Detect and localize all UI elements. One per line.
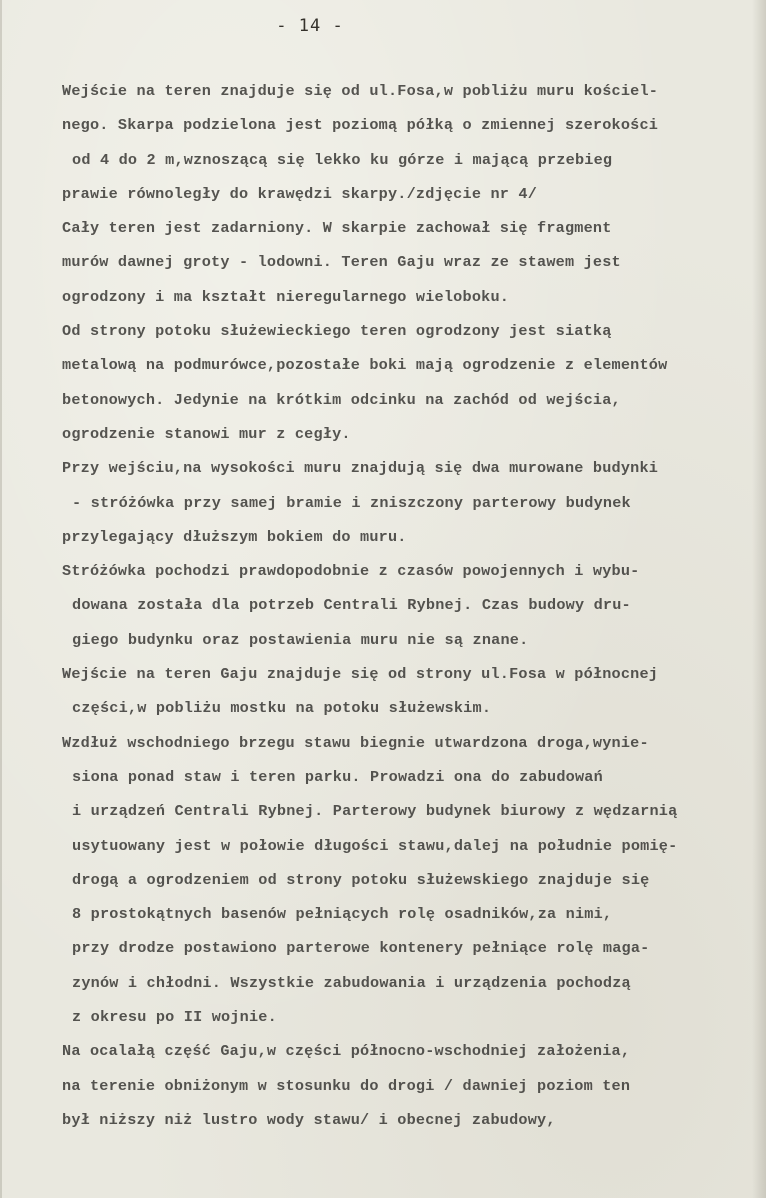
text-line: giego budynku oraz postawienia muru nie są znane. <box>72 630 529 649</box>
text-line: zynów i chłodni. Wszystkie zabudowania i urządzenia pochodzą <box>72 973 631 992</box>
text-line: dowana została dla potrzeb Centrali Rybnej. Czas budowy dru- <box>72 596 631 615</box>
text-line: murów dawnej groty - lodowni. Teren Gaju wraz ze stawem jest <box>62 253 621 272</box>
text-line: przylegający dłuższym bokiem do muru. <box>62 527 407 546</box>
text-line: - stróżówka przy samej bramie i zniszczony parterowy budynek <box>72 493 631 512</box>
text-line: z okresu po II wojnie. <box>72 1008 277 1027</box>
text-line: prawie równoległy do krawędzi skarpy./zdjęcie nr 4/ <box>62 184 538 203</box>
text-line: drogą a ogrodzeniem od strony potoku służewskiego znajduje się <box>72 870 650 889</box>
page-number: - 14 - <box>276 16 344 36</box>
text-line: Wzdłuż wschodniego brzegu stawu biegnie utwardzona droga,wynie- <box>62 733 649 752</box>
page-fold <box>0 0 2 1198</box>
text-line: Od strony potoku służewieckiego teren ogrodzony jest siatką <box>62 322 612 341</box>
text-line: usytuowany jest w połowie długości stawu,dalej na południe pomię- <box>72 836 678 855</box>
text-line: ogrodzenie stanowi mur z cegły. <box>62 424 351 443</box>
text-line: betonowych. Jedynie na krótkim odcinku na zachód od wejścia, <box>62 390 621 409</box>
text-line: części,w pobliżu mostku na potoku służewskim. <box>72 699 492 718</box>
text-line: od 4 do 2 m,wznoszącą się lekko ku górze i mającą przebieg <box>72 150 613 169</box>
text-line: siona ponad staw i teren parku. Prowadzi ona do zabudowań <box>72 767 603 786</box>
typewritten-text <box>62 74 762 1137</box>
text-line: Wejście na teren Gaju znajduje się od strony ul.Fosa w północnej <box>62 665 659 684</box>
text-line: i urządzeń Centrali Rybnej. Parterowy budynek biurowy z wędzarnią <box>72 802 678 821</box>
text-line: przy drodze postawiono parterowe kontenery pełniące rolę maga- <box>72 939 650 958</box>
text-line: Przy wejściu,na wysokości muru znajdują się dwa murowane budynki <box>62 459 659 478</box>
text-line: Cały teren jest zadarniony. W skarpie zachował się fragment <box>62 219 612 238</box>
text-line: Wejście na teren znajduje się od ul.Fosa,w pobliżu muru kościel- <box>62 82 659 100</box>
text-line: Stróżówka pochodzi prawdopodobnie z czasów powojennych i wybu- <box>62 562 640 581</box>
text-line: był niższy niż lustro wody stawu/ i obecnej zabudowy, <box>62 1110 556 1129</box>
text-line: na terenie obniżonym w stosunku do drogi / dawniej poziom ten <box>62 1076 631 1095</box>
text-line: 8 prostokątnych basenów pełniących rolę osadników,za nimi, <box>72 905 613 924</box>
text-line: nego. Skarpa podzielona jest poziomą półką o zmiennej szerokości <box>62 116 659 135</box>
text-line: ogrodzony i ma kształt nieregularnego wieloboku. <box>62 287 510 306</box>
text-line: Na ocalałą część Gaju,w części północno-wschodniej założenia, <box>62 1042 631 1061</box>
text-line: metalową na podmurówce,pozostałe boki mają ogrodzenie z elementów <box>62 356 668 375</box>
